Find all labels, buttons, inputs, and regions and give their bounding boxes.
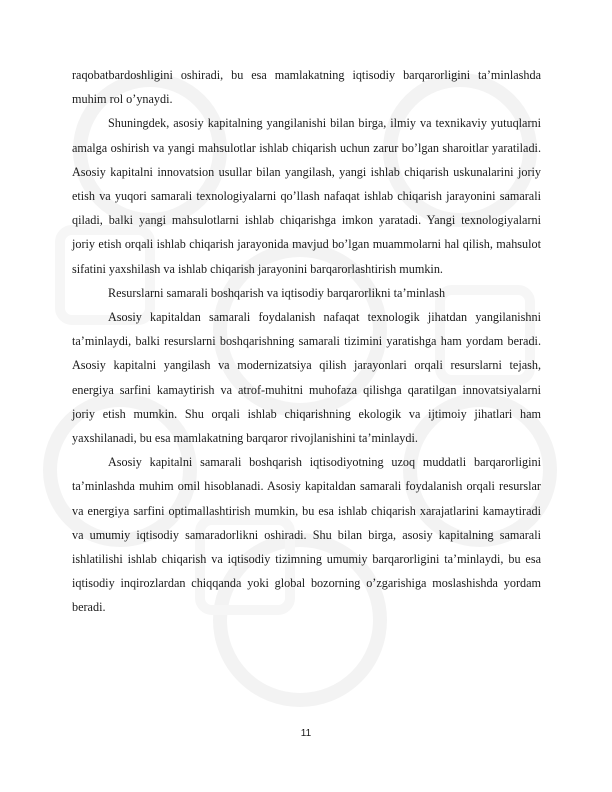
paragraph-4: Asosiy kapitalni samarali boshqarish iqtisodiyotning uzoq muddatli barqarorligini ta’minlashda muhim omil hisoblanadi. Asosiy kapitaldan samarali foydalanish orqali resurslar va energiya sarfini optimallashtirish mumkin, bu esa ishlab chiqarish xarajatlarini kamaytiradi va umumiy iqtisodiy samaradorlikni oshiradi. Shu bilan birga, asosiy kapitalning samarali ishlatilishi ishlab chiqarish va iqtisodiy tizimning umumiy barqarorligini ta’minlaydi, bu esa iqtisodiy inqirozlardan chiqqanda yoki global bozorning o’zgarishiga moslashishda yordam beradi. — [72, 455, 541, 615]
section-heading: Resurslarni samarali boshqarish va iqtisodiy barqarorlikni ta’minlash — [108, 285, 446, 300]
paragraph-1: raqobatbardoshligini oshiradi, bu esa mamlakatning iqtisodiy barqarorligini ta’minlashda muhim rol o’ynaydi. — [72, 68, 541, 107]
page-number: 11 — [300, 728, 312, 739]
paragraph-3: Asosiy kapitaldan samarali foydalanish nafaqat texnologik jihatdan yangilanishni ta’minlaydi, balki resurslarni boshqarishning samarali tizimini yaratishga ham yordam beradi. Asosiy kapitalni yangilash va modernizatsiya qilish jarayonlari orqali resurslarni tejash, energiya sarfini kamaytirish va atrof-muhitni muhofaza qilishga qaratilgan innovatsiyalarni joriy etish mumkin. Shu orqali ishlab chiqarishning ekologik va ijtimoiy jihatlari ham yaxshilanadi, bu esa mamlakatning barqaror rivojlanishini ta’minlaydi. — [72, 310, 541, 446]
paragraph-2: Shuningdek, asosiy kapitalning yangilanishi bilan birga, ilmiy va texnikaviy yutuqlarni amalga oshirish va yangi mahsulotlar ishlab chiqarish uchun zarur bo’lgan sharoitlar yaratiladi. Asosiy kapitalni innovatsion usullar bilan yangilash, yangi ishlab chiqarish uskunalarini joriy etish va yuqori samarali texnologiyalarni qo’llash nafaqat ishlab chiqarish jarayonini samarali qiladi, balki yangi mahsulotlarni ishlab chiqarishga imkon yaratadi. Yangi texnologiyalarni joriy etish orqali ishlab chiqarish jarayonida mavjud bo’lgan muammolarni hal qilish, mahsulot sifatini yaxshilash va ishlab chiqarish jarayonini barqarorlashtirish mumkin. — [72, 116, 541, 276]
document-body — [72, 63, 541, 620]
